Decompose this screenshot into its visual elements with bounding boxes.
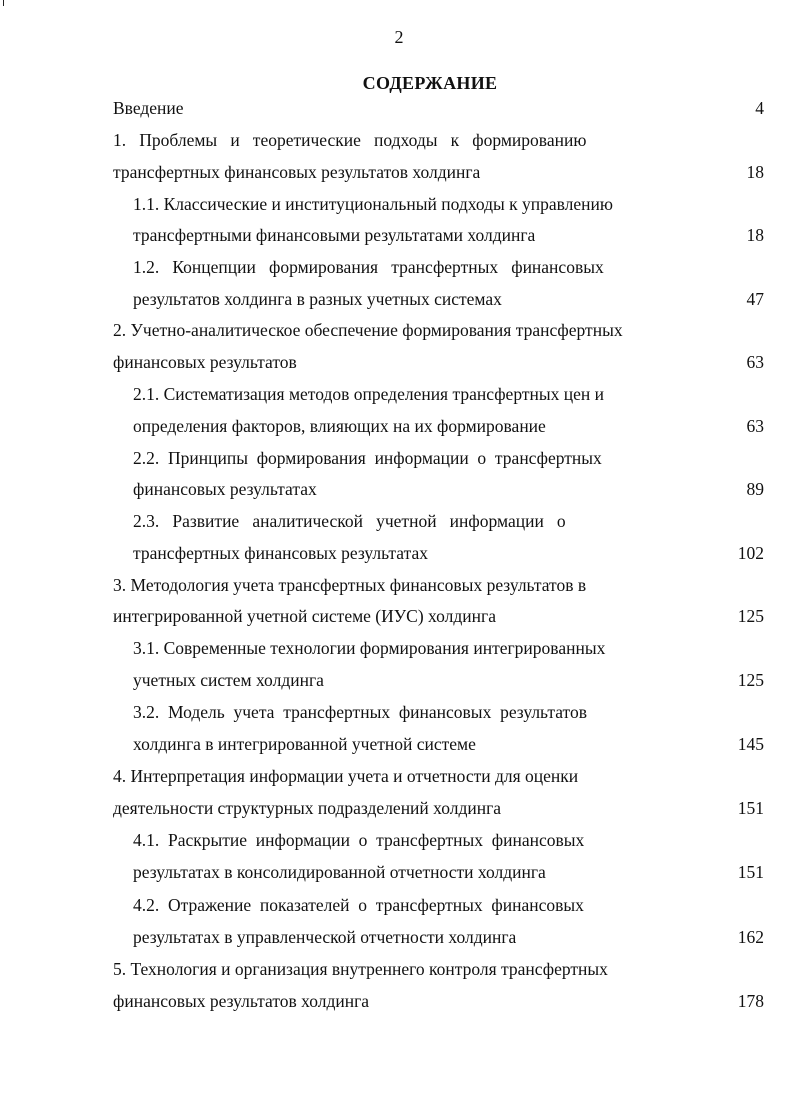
toc-entry-page: 63 [746, 416, 764, 436]
toc-entry-text: 1.2. Концепции формирования трансфертных финансовых [133, 257, 604, 277]
toc-entry-text: 3.2. Модель учета трансфертных финансовых результатов [133, 702, 587, 722]
toc-entry-text: 4.2. Отражение показателей о трансфертных финансовых [133, 895, 584, 915]
toc-entry-page: 4 [755, 98, 764, 118]
toc-entry-text: определения факторов, влияющих на их формирование [133, 416, 546, 436]
toc-entry-page: 178 [737, 991, 764, 1011]
toc-entry-text: деятельности структурных подразделений холдинга [113, 798, 502, 818]
toc-entry-text: результатах в консолидированной отчетности холдинга [133, 862, 546, 882]
toc-entry-text: трансфертными финансовыми результатами холдинга [133, 225, 536, 245]
toc-entry-page: 125 [737, 606, 764, 626]
toc-entry-page: 18 [746, 225, 764, 245]
toc-entry-text: финансовых результатов [113, 352, 297, 372]
toc-entry-text: 1.1. Классические и институциональный подходы к управлению [133, 194, 613, 214]
toc-entry-text: результатах в управленческой отчетности холдинга [133, 927, 517, 947]
toc-entry-text: 2.1. Систематизация методов определения трансфертных цен и [133, 384, 604, 404]
toc-entry-page: 145 [737, 734, 764, 754]
toc-entry-text: 2.3. Развитие аналитической учетной информации о [133, 511, 566, 531]
corner-mark [3, 0, 4, 6]
toc-entry-text: учетных систем холдинга [133, 670, 324, 690]
toc-entry-page: 18 [746, 162, 764, 182]
page-number: 2 [394, 27, 404, 47]
toc-entry-text: 2.2. Принципы формирования информации о трансфертных [133, 448, 602, 468]
toc-entry-page: 63 [746, 352, 764, 372]
toc-entry-text: 3. Методология учета трансфертных финансовых результатов в [113, 575, 587, 595]
toc-entry-text: финансовых результатах [133, 479, 317, 499]
toc-entry-page: 162 [737, 927, 764, 947]
toc-entry-page: 151 [737, 862, 764, 882]
toc-entry-text: 3.1. Современные технологии формирования интегрированных [133, 638, 606, 658]
toc-entry-text: холдинга в интегрированной учетной системе [133, 734, 476, 754]
toc-entry-page: 47 [746, 289, 764, 309]
toc-entry-text: 4. Интерпретация информации учета и отчетности для оценки [113, 766, 579, 786]
toc-entry-text: интегрированной учетной системе (ИУС) холдинга [113, 606, 496, 626]
toc-entry-text: 1. Проблемы и теоретические подходы к формированию [113, 130, 587, 150]
toc-entry-page: 89 [746, 479, 764, 499]
toc-entry-page: 102 [737, 543, 764, 563]
toc-entry-text: 2. Учетно-аналитическое обеспечение формирования трансфертных [113, 320, 623, 340]
toc-entry-text: финансовых результатов холдинга [113, 991, 370, 1011]
toc-entry-page: 125 [737, 670, 764, 690]
toc-entry-text: 4.1. Раскрытие информации о трансфертных финансовых [133, 830, 585, 850]
toc-entry-text: трансфертных финансовых результатов холдинга [113, 162, 481, 182]
toc-entry-text: 5. Технология и организация внутреннего контроля трансфертных [113, 959, 608, 979]
toc-entry-text: трансфертных финансовых результатах [133, 543, 428, 563]
page-title: СОДЕРЖАНИЕ [362, 73, 498, 93]
toc-entry-text: результатов холдинга в разных учетных системах [133, 289, 502, 309]
toc-entry-text: Введение [113, 98, 184, 118]
toc-entry-page: 151 [737, 798, 764, 818]
